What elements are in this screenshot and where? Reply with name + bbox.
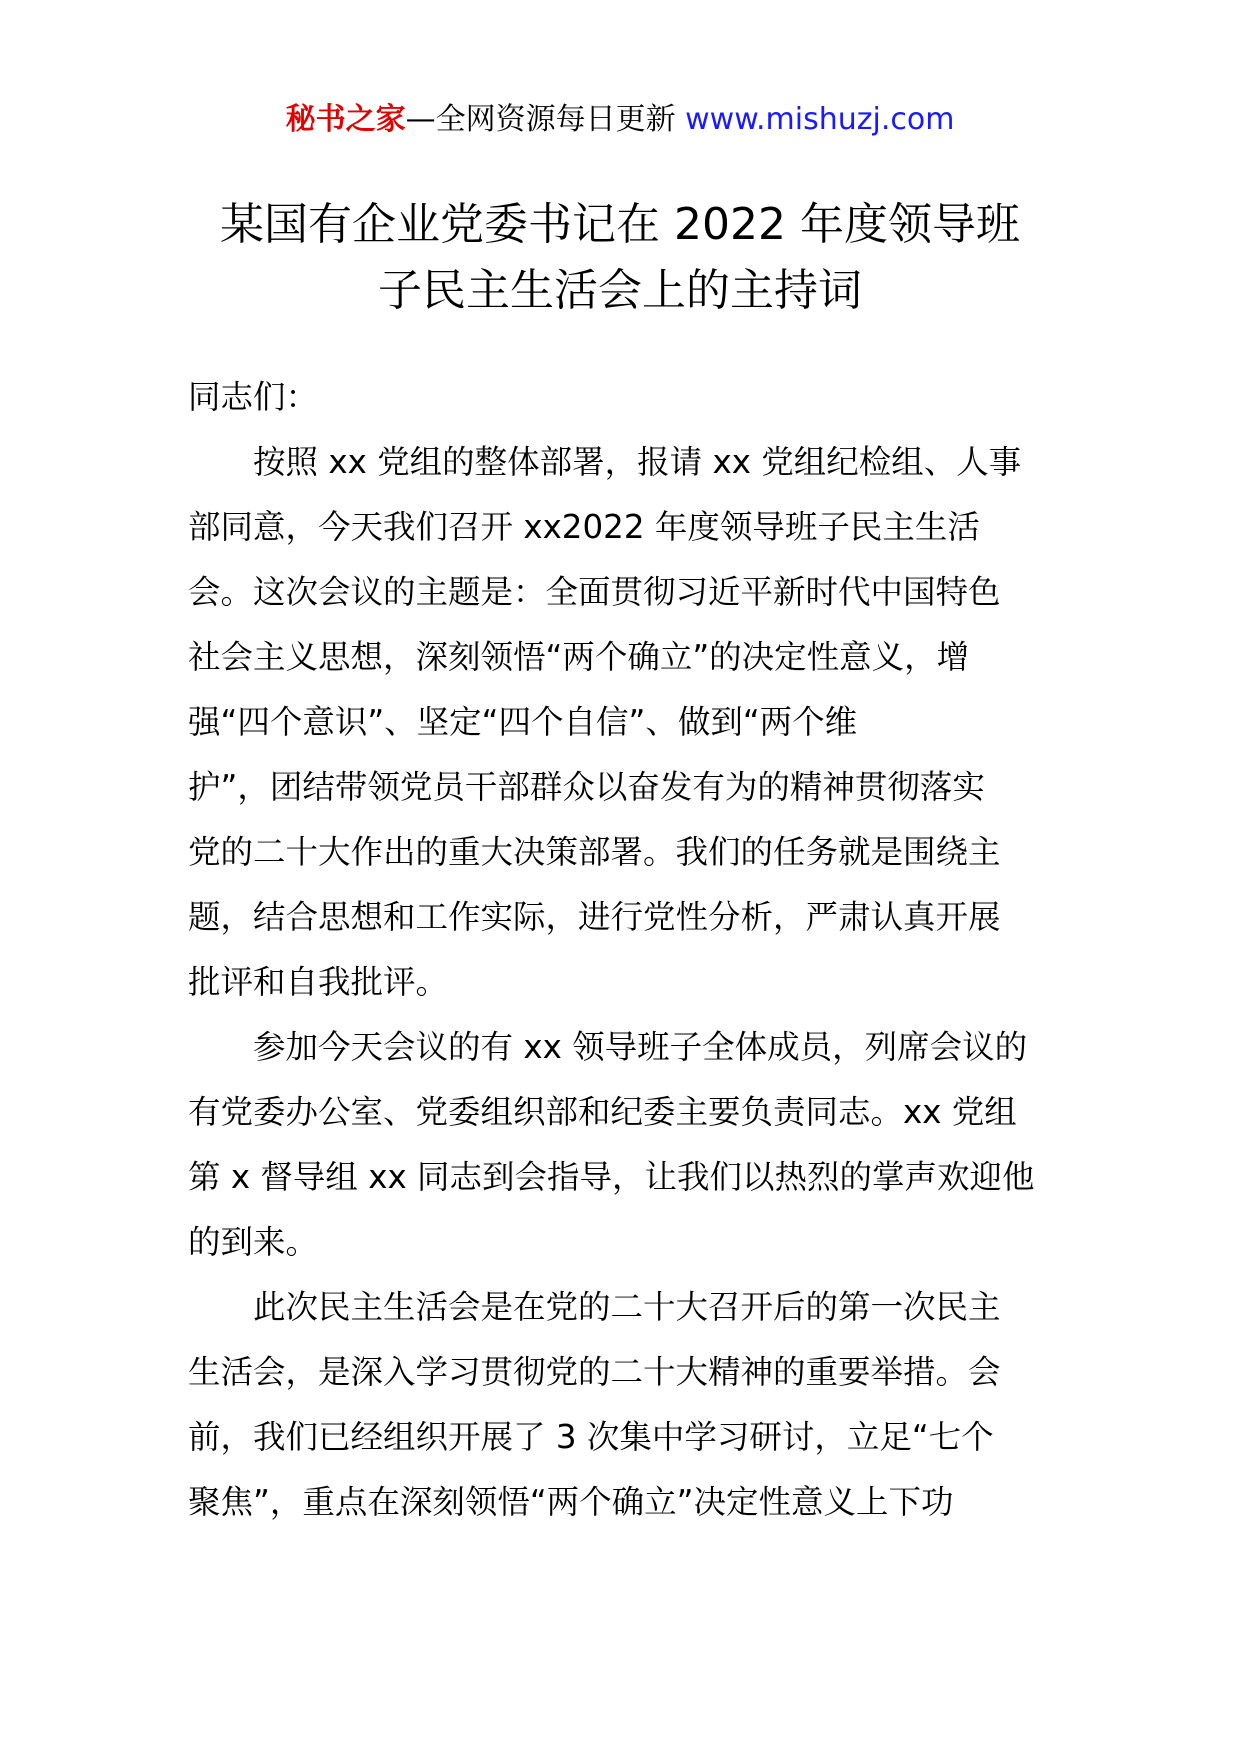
body-line: 按照 xx 党组的整体部署，报请 xx 党组纪检组、人事 <box>253 443 1022 481</box>
body-line: 前，我们已经组织开展了 3 次集中学习研讨，立足“七个 <box>188 1418 994 1456</box>
body-line: 有党委办公室、党委组织部和纪委主要负责同志。xx 党组 <box>188 1093 1017 1131</box>
title-line: 某国有企业党委书记在 2022 年度领导班 <box>220 199 1020 250</box>
body-line: 批评和自我批评。 <box>188 963 449 1001</box>
body-line: 社会主义思想，深刻领悟“两个确立”的决定性意义，增 <box>188 638 970 676</box>
document-title <box>150 192 1090 324</box>
banner-slogan: —全网资源每日更新 <box>405 102 676 137</box>
body-line: 生活会，是深入学习贯彻党的二十大精神的重要举措。会 <box>188 1353 1001 1391</box>
body-line: 党的二十大作出的重大决策部署。我们的任务就是围绕主 <box>188 833 1001 871</box>
body-line: 的到来。 <box>188 1223 319 1261</box>
title-line: 子民主生活会上的主持词 <box>378 265 862 316</box>
document-body <box>188 365 1058 1535</box>
body-line: 第 x 督导组 xx 同志到会指导，让我们以热烈的掌声欢迎他 <box>188 1158 1035 1196</box>
salutation: 同志们： <box>188 378 319 416</box>
body-line: 护”，团结带领党员干部群众以奋发有为的精神贯彻落实 <box>188 768 985 806</box>
body-line: 参加今天会议的有 xx 领导班子全体成员，列席会议的 <box>253 1028 1028 1066</box>
body-line: 会。这次会议的主题是：全面贯彻习近平新时代中国特色 <box>188 573 1001 611</box>
body-line: 聚焦”，重点在深刻领悟“两个确立”决定性意义上下功 <box>188 1483 954 1521</box>
site-banner <box>0 98 1240 142</box>
brand-name: 秘书之家 <box>285 102 406 137</box>
body-line: 部同意，今天我们召开 xx2022 年度领导班子民主生活 <box>188 508 980 546</box>
body-line: 此次民主生活会是在党的二十大召开后的第一次民主 <box>253 1288 1001 1326</box>
body-line: 强“四个意识”、坚定“四个自信”、做到“两个维 <box>188 703 858 741</box>
site-url-link[interactable]: www.mishuzj.com <box>685 102 955 137</box>
body-line: 题，结合思想和工作实际，进行党性分析，严肃认真开展 <box>188 898 1001 936</box>
